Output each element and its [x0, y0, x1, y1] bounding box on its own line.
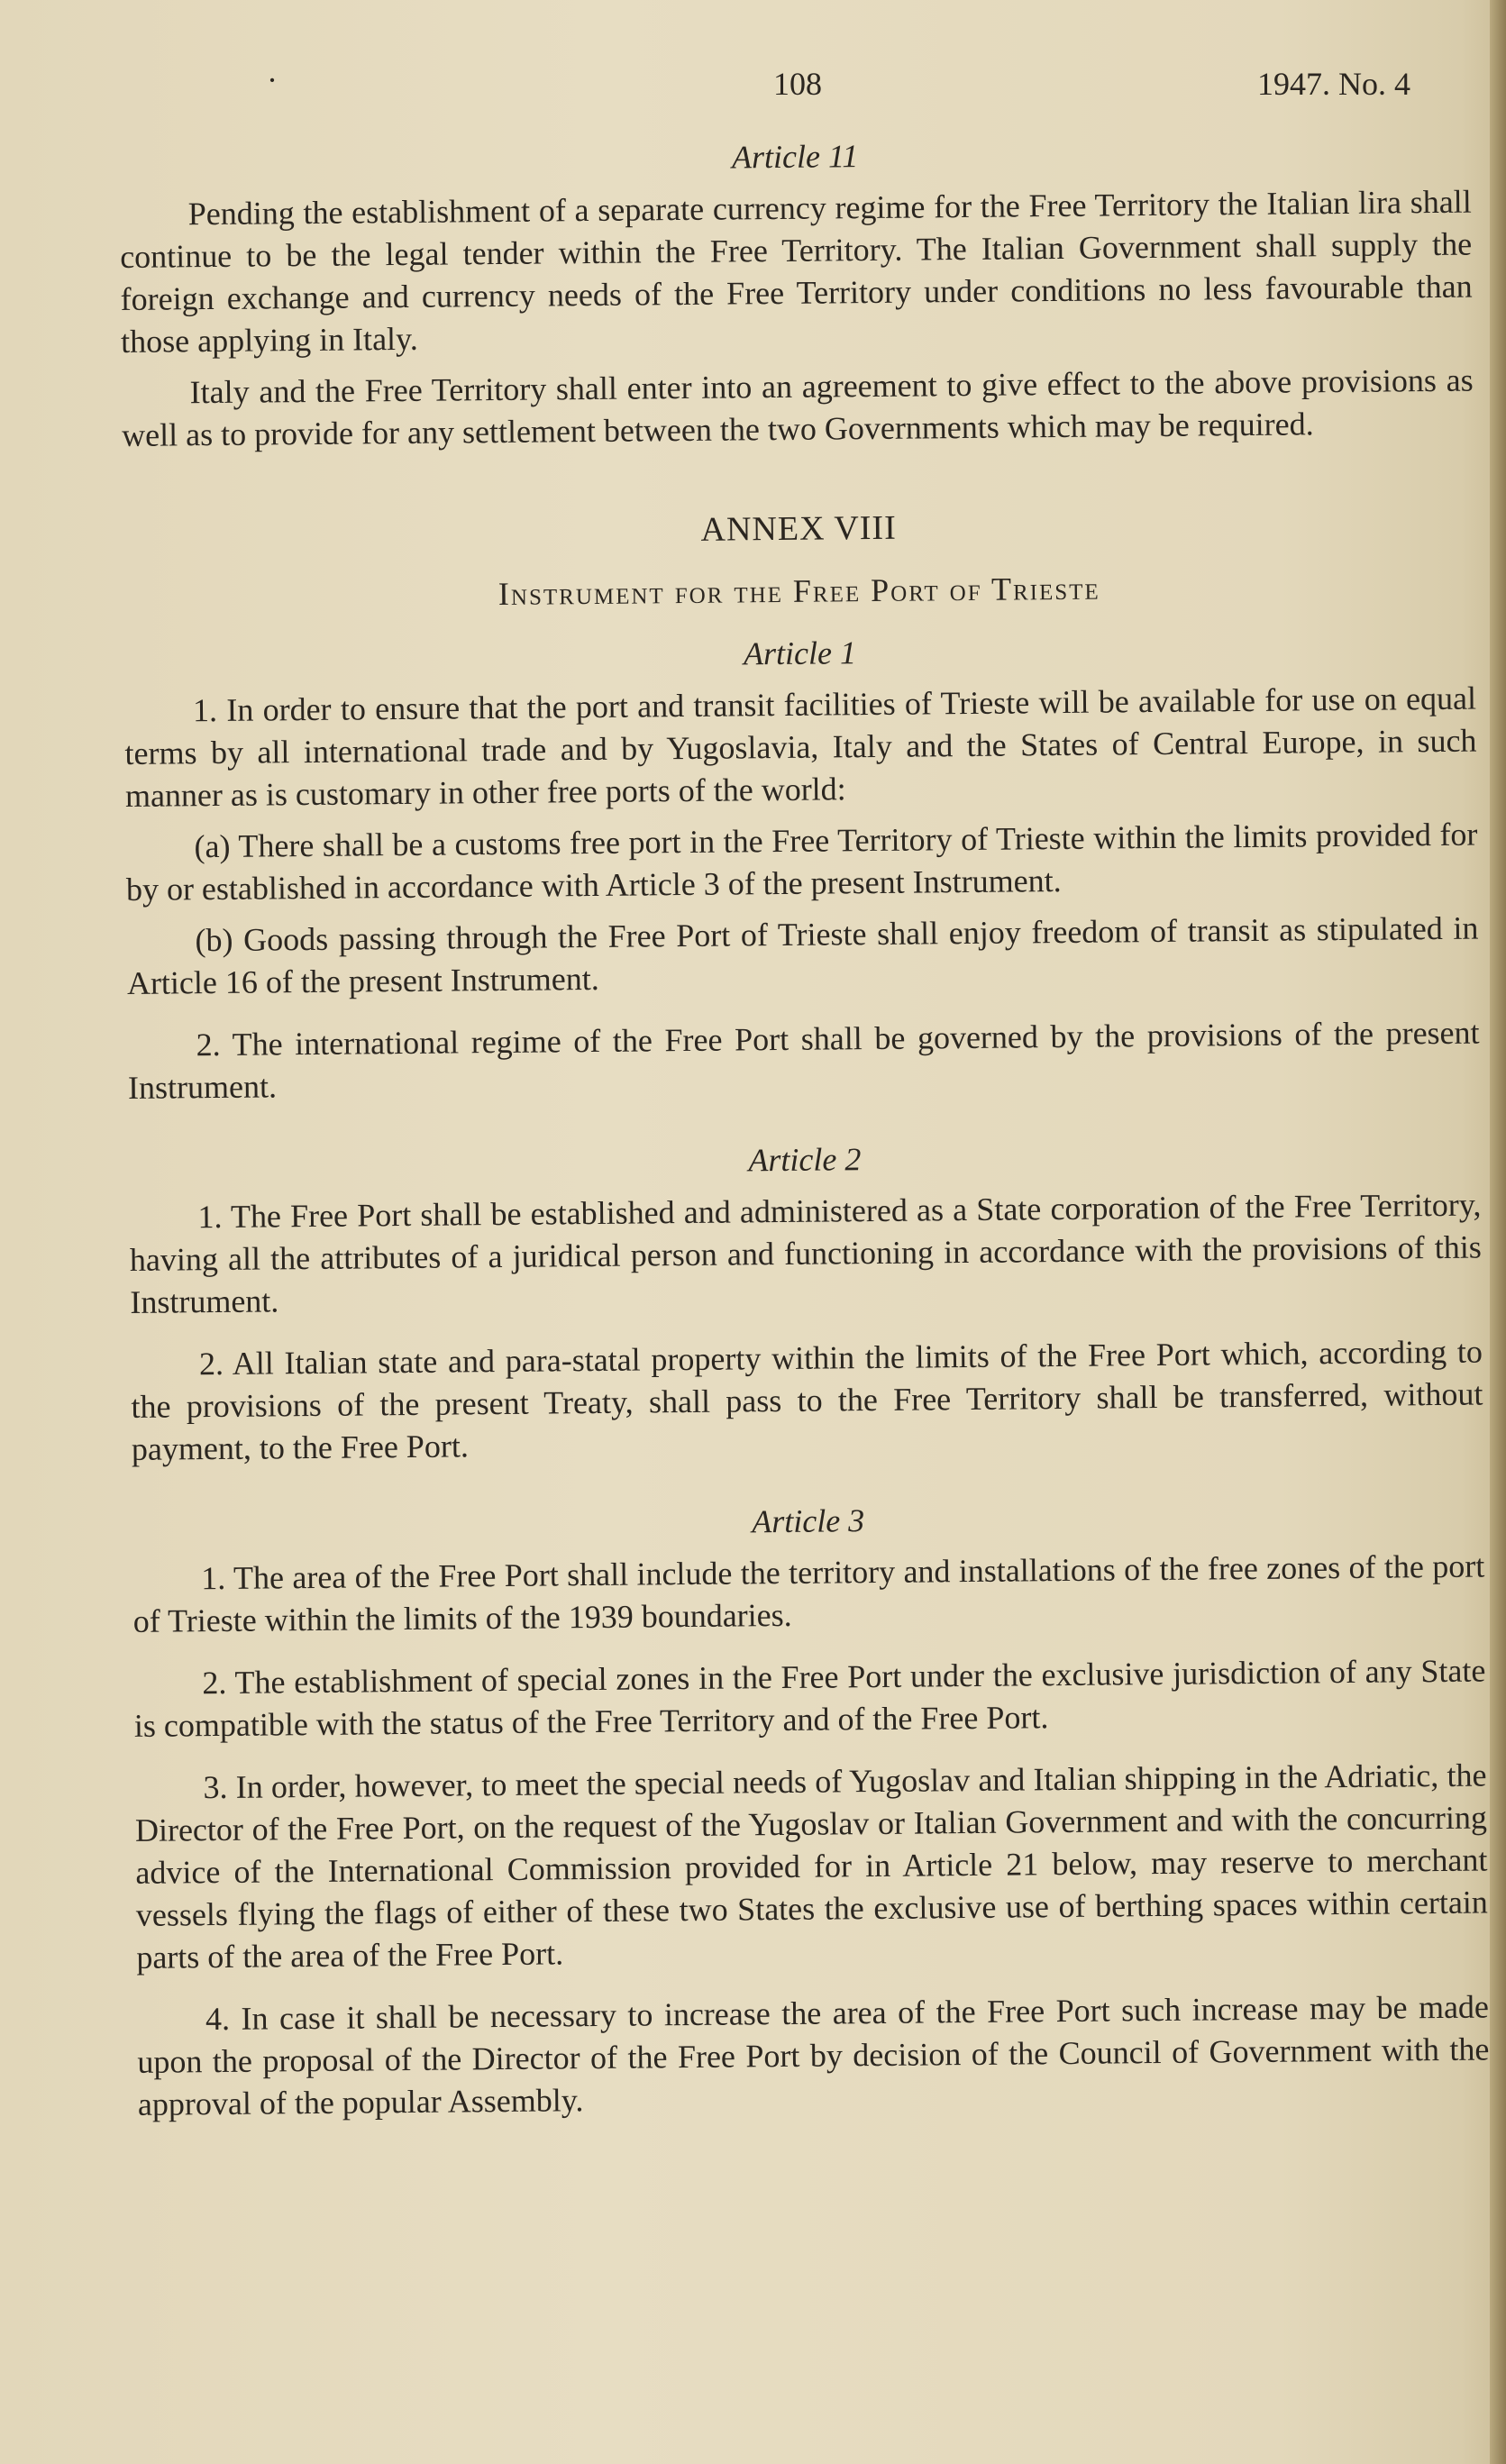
annex-title: ANNEX VIII — [700, 508, 897, 549]
article-2-paragraph-1: 1. The Free Port shall be established and administered as a State corporation of the Free Territory, having all the attributes of a juridical person and functioning in accordance with the provisions of this Instrument. — [129, 1186, 1483, 1320]
article-1-paragraph-a: (a) There shall be a customs free port in the Free Territory of Trieste within the limits provided for by or established in accordance with Article 3 of the present Instrument. — [125, 816, 1478, 908]
header-dot: · — [267, 62, 278, 98]
text-column — [119, 130, 1490, 2126]
article-3-title: Article 3 — [752, 1502, 865, 1540]
article-1-paragraph-1: 1. In order to ensure that the port and transit facilities of Trieste will be available for use on equal terms by all international trade and by Yugoslavia, Italy and the States of Central Europe, in such manner as is customary in other free ports of the world: — [124, 680, 1477, 814]
page-header — [0, 62, 1506, 119]
article-1-paragraph-b: (b) Goods passing through the Free Port of Trieste shall enjoy freedom of transit as stipulated in Article 16 of the present Instrument. — [126, 909, 1479, 1001]
page-number: 108 — [773, 66, 822, 102]
article-3-paragraph-3: 3. In order, however, to meet the special needs of Yugoslav and Italian shipping in the Adriatic, the Director of the Free Port, on the request of the Yugoslav or Italian Government and with the concurring advice of the International Commission provided for in Article 21 below, may reserve to merchant vessels flying the flags of either of these two States the exclusive use of berthing spaces within certain parts of the area of the Free Port. — [134, 1757, 1489, 1976]
year-and-number: 1947. No. 4 — [1257, 66, 1410, 102]
article-2-title: Article 2 — [748, 1141, 862, 1179]
article-1-title: Article 1 — [743, 634, 857, 672]
article-2-paragraph-2: 2. All Italian state and para-statal property within the limits of the Free Port which, according to the provisions of the present Treaty, shall pass to the Free Territory shall be transferred, without payment, to the Free Port. — [131, 1333, 1483, 1467]
article-3-paragraph-4: 4. In case it shall be necessary to increase the area of the Free Port such increase may be made upon the proposal of the Director of the Free Port by decision of the Council of Government with the approval of the popular Assembly. — [137, 1988, 1490, 2122]
annex-subtitle: Instrument for the Free Port of Trieste — [497, 570, 1100, 612]
article-11-paragraph-2: Italy and the Free Territory shall enter into an agreement to give effect to the above provisions as well as to provide for any settlement between the two Governments which may be required. — [121, 361, 1474, 453]
article-1-paragraph-2: 2. The international regime of the Free Port shall be governed by the provisions of the present Instrument. — [127, 1014, 1480, 1106]
article-3-paragraph-1: 1. The area of the Free Port shall include the territory and installations of the free zones of the port of Trieste within the limits of the 1939 boundaries. — [132, 1547, 1485, 1639]
article-11-paragraph-1: Pending the establishment of a separate currency regime for the Free Territory the Italian lira shall continue to be the legal tender within the Free Territory. The Italian Government shall supply the foreign exchange and currency needs of the Free Territory under conditions no less favourable than those applying in Italy. — [120, 183, 1473, 360]
book-spine-shadow — [1490, 0, 1506, 2464]
article-3-paragraph-2: 2. The establishment of special zones in the Free Port under the exclusive jurisdiction of any State is compatible with the status of the Free Territory and of the Free Port. — [133, 1652, 1486, 1744]
article-11-title: Article 11 — [731, 138, 859, 176]
